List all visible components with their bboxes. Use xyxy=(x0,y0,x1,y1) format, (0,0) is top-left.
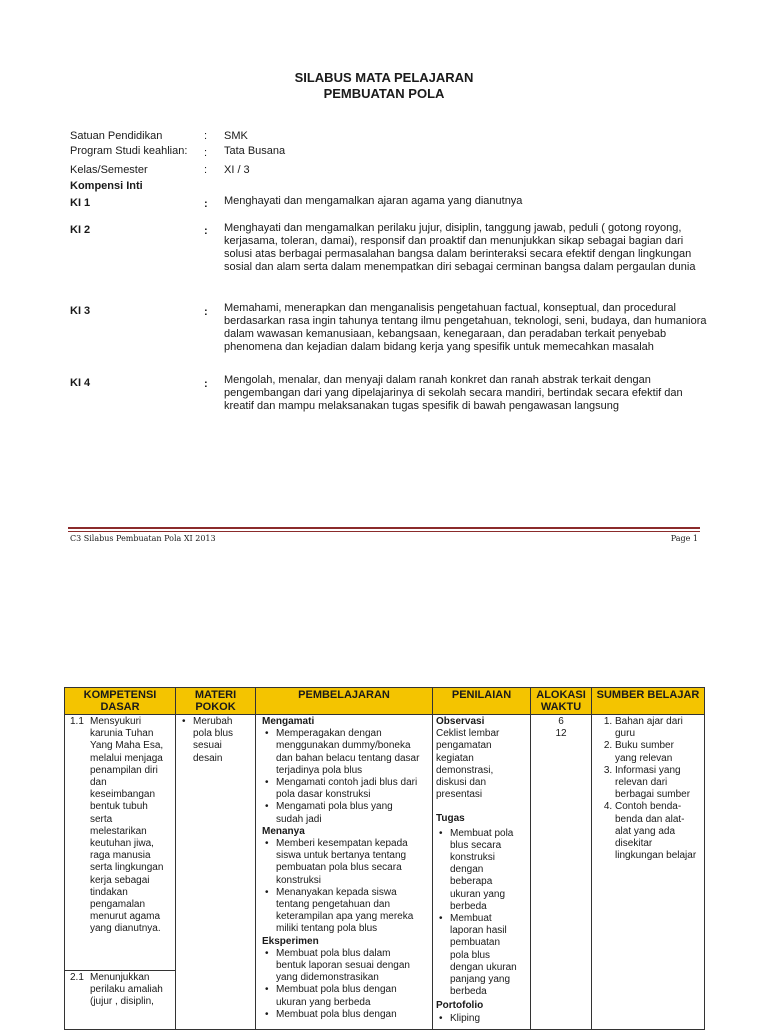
ki3-text: Memahami, menerapkan dan menganalisis pengetahuan factual, konseptual, dan procedural berdasarkan rasa ingin tahunya tentang ilmu pengetahuan, teknologi, seni, budaya, dan humaniora dalam wawasan kemanusiaan, kebangsaan, kenegaraan, dan peradaban terkait penyebab phenomena dan kejadian dalam bidang kerja yang spesifik untuk memecahkan masalah xyxy=(224,302,707,353)
pembelajaran-item: • Membuat pola blus dalam bentuk laporan sesuai dengan yang didemonstrasikan xyxy=(276,948,429,985)
pembelajaran-item: • Memperagakan dengan menggunakan dummy/boneka dan bahan belacu tentang dasar terjadinya pola blus xyxy=(276,728,429,777)
alokasi-cell xyxy=(530,714,592,1030)
header-materi-pokok: MATERI POKOK xyxy=(175,687,256,715)
pembelajaran-item: • Mengamati pola blus yang sudah jadi xyxy=(276,801,429,825)
ki1-text: Menghayati dan mengamalkan ajaran agama yang dianutnya xyxy=(224,195,523,207)
pembelajaran-eksperimen-title: Eksperimen xyxy=(262,935,319,947)
pembelajaran-item: • Mengamati contoh jadi blus dari pola dasar konstruksi xyxy=(276,777,429,801)
penilaian-observasi-title: Observasi xyxy=(436,716,485,727)
ki-colon: : xyxy=(204,306,208,318)
kd-text: Menunjukkan perilaku amaliah (jujur , disiplin, xyxy=(90,972,163,1008)
penilaian-cell xyxy=(432,714,531,1030)
materi-item: • Merubah pola blus sesuai desain xyxy=(193,716,252,765)
sumber-item: 2. Buku sumber yang relevan xyxy=(615,740,701,764)
info-label-program: Program Studi keahlian: xyxy=(70,145,188,157)
info-label-satuan: Satuan Pendidikan xyxy=(70,130,163,142)
kompetensi-inti-heading: Kompensi Inti xyxy=(70,180,143,192)
ki3-label: KI 3 xyxy=(70,305,91,317)
info-value-program: Tata Busana xyxy=(224,145,286,157)
header-kompetensi-dasar: KOMPETENSI DASAR xyxy=(64,687,176,715)
sumber-item: 3. Informasi yang relevan dari berbagai sumber xyxy=(615,765,701,802)
footer-rule-thin xyxy=(68,531,700,532)
penilaian-observasi-text: Ceklist lembar pengamatan kegiatan demonstrasi, diskusi dan presentasi xyxy=(436,728,500,801)
penilaian-item: • Kliping xyxy=(450,1013,527,1025)
header-pembelajaran: PEMBELAJARAN xyxy=(255,687,433,715)
ki2-text: Menghayati dan mengamalkan perilaku jujur, disiplin, tanggung jawab, peduli ( gotong royong, kerjasama, toleran, damai), responsif dan proaktif dan menunjukkan sikap sebagai bagian dari solusi atas berbagai permasalahan bangsa dalam berinteraksi secara efektif dengan lingkungan sosial dan alam serta dalam menempatkan diri sebagai cerminan bangsa dalam pergaulan dunia xyxy=(224,222,696,273)
info-colon: : xyxy=(204,164,208,176)
penilaian-portofolio-title: Portofolio xyxy=(436,1000,484,1012)
sumber-item: 1. Bahan ajar dari guru xyxy=(615,716,701,740)
kd-cell-1 xyxy=(64,714,176,971)
info-colon: : xyxy=(204,130,208,142)
pembelajaran-mengamati-title: Mengamati xyxy=(262,716,315,727)
pembelajaran-item: • Menanyakan kepada siswa tentang pengetahuan dan keterampilan apa yang mereka miliki tentang pola blus xyxy=(276,887,429,936)
info-value-satuan: SMK xyxy=(224,130,248,142)
penilaian-item: • Membuat pola blus secara konstruksi dengan beberapa ukuran yang berbeda xyxy=(450,828,527,913)
document-subtitle: PEMBUATAN POLA xyxy=(323,86,445,101)
pembelajaran-cell xyxy=(255,714,433,1030)
header-penilaian: PENILAIAN xyxy=(432,687,531,715)
ki-colon: : xyxy=(204,198,208,210)
sumber-cell xyxy=(591,714,705,1030)
alokasi-value: 12 xyxy=(555,728,567,740)
footer-rule-thick xyxy=(68,527,700,529)
document-title: SILABUS MATA PELAJARAN xyxy=(294,70,474,85)
kd-number: 1.1 xyxy=(70,716,84,727)
header-alokasi-waktu: ALOKASI WAKTU xyxy=(530,687,592,715)
ki1-label: KI 1 xyxy=(70,197,91,209)
kd-text: Mensyukuri karunia Tuhan Yang Maha Esa, melalui menjaga penampilan diri dan keseimbangan bentuk tubuh serta melestarikan keutuhan jiwa, raga manusia serta lingkungan kerja sebagai tindakan pengamalan menurut agama yang dianutnya. xyxy=(90,716,164,935)
ki4-label: KI 4 xyxy=(70,377,91,389)
penilaian-item: • Membuat laporan hasil pembuatan pola blus dengan ukuran panjang yang berbeda xyxy=(450,913,527,998)
pembelajaran-item: • Membuat pola blus dengan xyxy=(276,1009,429,1021)
kd-cell-2 xyxy=(64,970,176,1030)
ki2-label: KI 2 xyxy=(70,224,91,236)
sumber-item: 4. Contoh benda- benda dan alat- alat yang ada disekitar lingkungan belajar xyxy=(615,801,701,862)
pembelajaran-item: • Membuat pola blus dengan ukuran yang berbeda xyxy=(276,984,429,1008)
materi-cell xyxy=(175,714,256,1030)
info-label-kelas: Kelas/Semester xyxy=(70,164,148,176)
pembelajaran-menanya-title: Menanya xyxy=(262,825,305,837)
alokasi-value: 6 xyxy=(558,716,564,727)
header-sumber-belajar: SUMBER BELAJAR xyxy=(591,687,705,715)
pembelajaran-item: • Memberi kesempatan kepada siswa untuk bertanya tentang pembuatan pola blus secara konstruksi xyxy=(276,838,429,887)
footer-doc-name: C3 Silabus Pembuatan Pola XI 2013 xyxy=(70,534,216,543)
ki-colon: : xyxy=(204,378,208,390)
footer-page-number: Page 1 xyxy=(670,534,698,543)
info-value-kelas: XI / 3 xyxy=(224,164,250,176)
ki-colon: : xyxy=(204,225,208,237)
kd-number: 2.1 xyxy=(70,972,84,983)
penilaian-tugas-title: Tugas xyxy=(436,813,465,825)
info-colon: : xyxy=(204,147,208,159)
ki4-text: Mengolah, menalar, dan menyaji dalam ranah konkret dan ranah abstrak terkait dengan pengembangan dari yang dipelajarinya di sekolah secara mandiri, bertindak secara efektif dan kreatif dan mampu melaksanakan tugas spesifik di bawah pengawasan langsung xyxy=(224,374,683,412)
